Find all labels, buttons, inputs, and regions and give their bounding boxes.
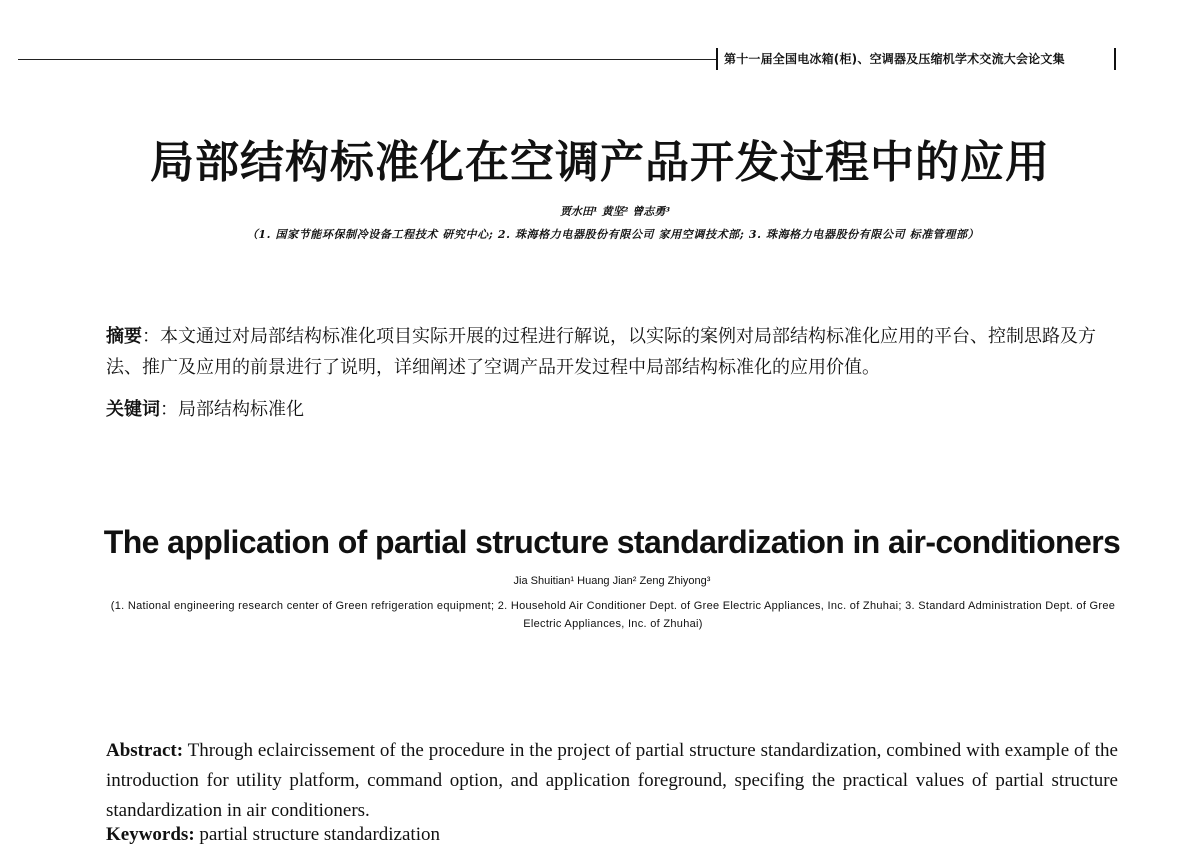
abstract-en-text: Through eclaircissement of the procedure in the project of partial structure standardization, combined with example of the introduction for utility platform, command option, and application foreground, specifing the practical values of partial structure standardization in air conditioners. [106, 740, 1118, 821]
paper-title-cn: 局部结构标准化在空调产品开发过程中的应用 [150, 137, 1050, 188]
authors-en: Jia Shuitian¹ Huang Jian² Zeng Zhiyong³ [513, 575, 711, 587]
keywords-cn-label: 关键词 [106, 399, 160, 420]
paper-title-en: The application of partial structure standardization in air-conditioners [103, 524, 1121, 560]
abstract-cn [106, 321, 1106, 383]
abstract-cn-colon: ： [142, 326, 160, 347]
keywords-cn-text: 局部结构标准化 [178, 399, 304, 420]
authors-cn: 贾水田¹ 黄坚² 曾志勇³ [559, 205, 671, 218]
abstract-cn-label: 摘要 [106, 326, 142, 347]
abstract-en-label: Abstract: [106, 740, 184, 761]
keywords-cn-colon: ： [160, 399, 178, 420]
running-header: 第十一届全国电冰箱(柜)、空调器及压缩机学术交流大会论文集 [724, 52, 1065, 66]
header-divider-right [1114, 48, 1116, 70]
affiliations-cn: （1. 国家节能环保制冷设备工程技术 研究中心; 2. 珠海格力电器股份有限公司 家用空调技术部; 3. 珠海格力电器股份有限公司 标准管理部） [246, 228, 980, 241]
affiliations-en: (1. National engineering research center of Green refrigeration equipment; 2. Household Air Conditioner Dept. of Gree Electric Appliances, Inc. of Zhuhai; 3. Standard Administration Dept. of Gree Electric Appliances, Inc. of Zhuhai) [110, 600, 1116, 630]
header-divider-left [716, 48, 718, 70]
abstract-cn-text: 本文通过对局部结构标准化项目实际开展的过程进行解说，以实际的案例对局部结构标准化应用的平台、控制思路及方法、推广及应用的前景进行了说明，详细阐述了空调产品开发过程中局部结构标准化的应用价值。 [106, 326, 1096, 378]
keywords-en [106, 824, 440, 846]
keywords-en-text: partial structure standardization [199, 824, 440, 845]
header-rule [18, 59, 718, 60]
keywords-en-label: Keywords: [106, 824, 195, 845]
abstract-en [106, 736, 1118, 826]
keywords-cn [106, 395, 304, 421]
